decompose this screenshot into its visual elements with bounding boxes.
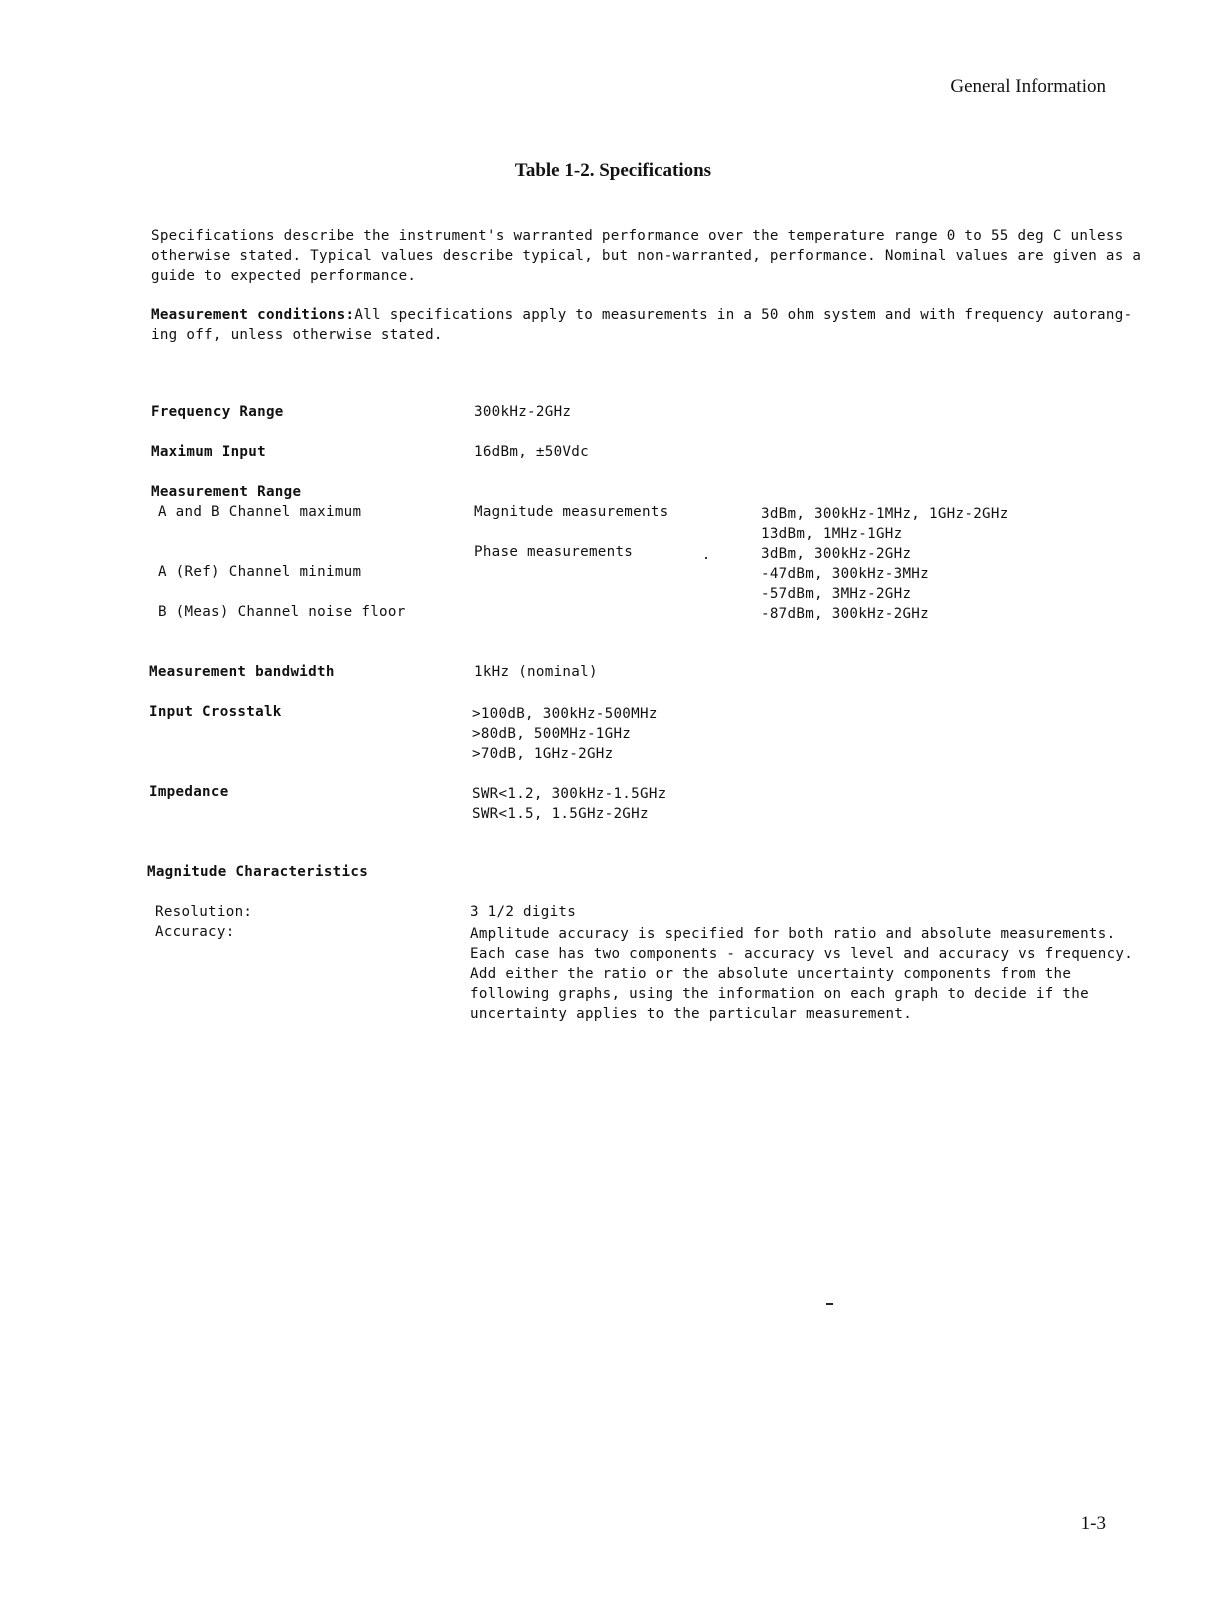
- frequency-range-label: Frequency Range: [151, 404, 284, 420]
- crosstalk-value: >70dB, 1GHz-2GHz: [472, 746, 614, 762]
- measurement-range-label: Measurement Range: [151, 484, 302, 500]
- range-value: -57dBm, 3MHz-2GHz: [761, 586, 912, 602]
- intro-line: Specifications describe the instrument's warranted performance over the temperature range 0 to 55 deg C unless: [151, 228, 1124, 244]
- measurement-range-values: [761, 504, 1009, 624]
- impedance-values: [472, 784, 667, 824]
- accuracy-line: Amplitude accuracy is specified for both ratio and absolute measurements.: [470, 926, 1116, 942]
- range-value: 13dBm, 1MHz-1GHz: [761, 526, 903, 542]
- conditions-line: ing off, unless otherwise stated.: [151, 327, 443, 343]
- maximum-input-label: Maximum Input: [151, 444, 266, 460]
- range-value: -47dBm, 300kHz-3MHz: [761, 566, 929, 582]
- magnitude-characteristics-label: Magnitude Characteristics: [147, 864, 369, 880]
- stray-dot: [705, 557, 707, 559]
- phase-measurements-label: Phase measurements: [474, 544, 634, 560]
- range-value: 3dBm, 300kHz-2GHz: [761, 546, 912, 562]
- range-value: 3dBm, 300kHz-1MHz, 1GHz-2GHz: [761, 506, 1009, 522]
- impedance-label: Impedance: [149, 784, 229, 800]
- input-crosstalk-values: [472, 704, 658, 764]
- measurement-bandwidth-label: Measurement bandwidth: [149, 664, 335, 680]
- accuracy-line: Add either the ratio or the absolute uncertainty components from the: [470, 966, 1072, 982]
- frequency-range-value: 300kHz-2GHz: [474, 404, 572, 420]
- stray-mark: [826, 1303, 833, 1305]
- conditions-line: [151, 305, 1133, 325]
- crosstalk-value: >100dB, 300kHz-500MHz: [472, 706, 658, 722]
- crosstalk-value: >80dB, 500MHz-1GHz: [472, 726, 632, 742]
- page-number: 1-3: [1080, 1513, 1106, 1534]
- intro-paragraph: [151, 226, 1142, 286]
- impedance-value: SWR<1.2, 300kHz-1.5GHz: [472, 786, 667, 802]
- accuracy-line: following graphs, using the information on each graph to decide if the: [470, 986, 1089, 1002]
- resolution-value: 3 1/2 digits: [470, 904, 577, 920]
- maximum-input-value: 16dBm, ±50Vdc: [474, 444, 589, 460]
- accuracy-line: Each case has two components - accuracy vs level and accuracy vs frequency.: [470, 946, 1134, 962]
- table-title: Table 1-2. Specifications: [514, 160, 712, 181]
- resolution-label: Resolution:: [155, 904, 253, 920]
- impedance-value: SWR<1.5, 1.5GHz-2GHz: [472, 806, 649, 822]
- section-header: General Information: [950, 76, 1106, 97]
- intro-line: guide to expected performance.: [151, 268, 417, 284]
- ab-channel-max-label: A and B Channel maximum: [158, 504, 362, 520]
- magnitude-measurements-label: Magnitude measurements: [474, 504, 669, 520]
- conditions-paragraph: [151, 305, 1133, 345]
- accuracy-label: Accuracy:: [155, 924, 235, 940]
- conditions-text: All specifications apply to measurements in a 50 ohm system and with frequency autorang-: [354, 307, 1133, 323]
- measurement-bandwidth-value: 1kHz (nominal): [474, 664, 598, 680]
- input-crosstalk-label: Input Crosstalk: [149, 704, 282, 720]
- meas-channel-noise-label: B (Meas) Channel noise floor: [158, 604, 406, 620]
- intro-line: otherwise stated. Typical values describe typical, but non-warranted, performance. Nominal values are given as a: [151, 248, 1142, 264]
- ref-channel-min-label: A (Ref) Channel minimum: [158, 564, 362, 580]
- range-value: -87dBm, 300kHz-2GHz: [761, 606, 929, 622]
- accuracy-line: uncertainty applies to the particular measurement.: [470, 1006, 913, 1022]
- accuracy-description: [470, 924, 1133, 1024]
- conditions-label: Measurement conditions:: [151, 307, 355, 323]
